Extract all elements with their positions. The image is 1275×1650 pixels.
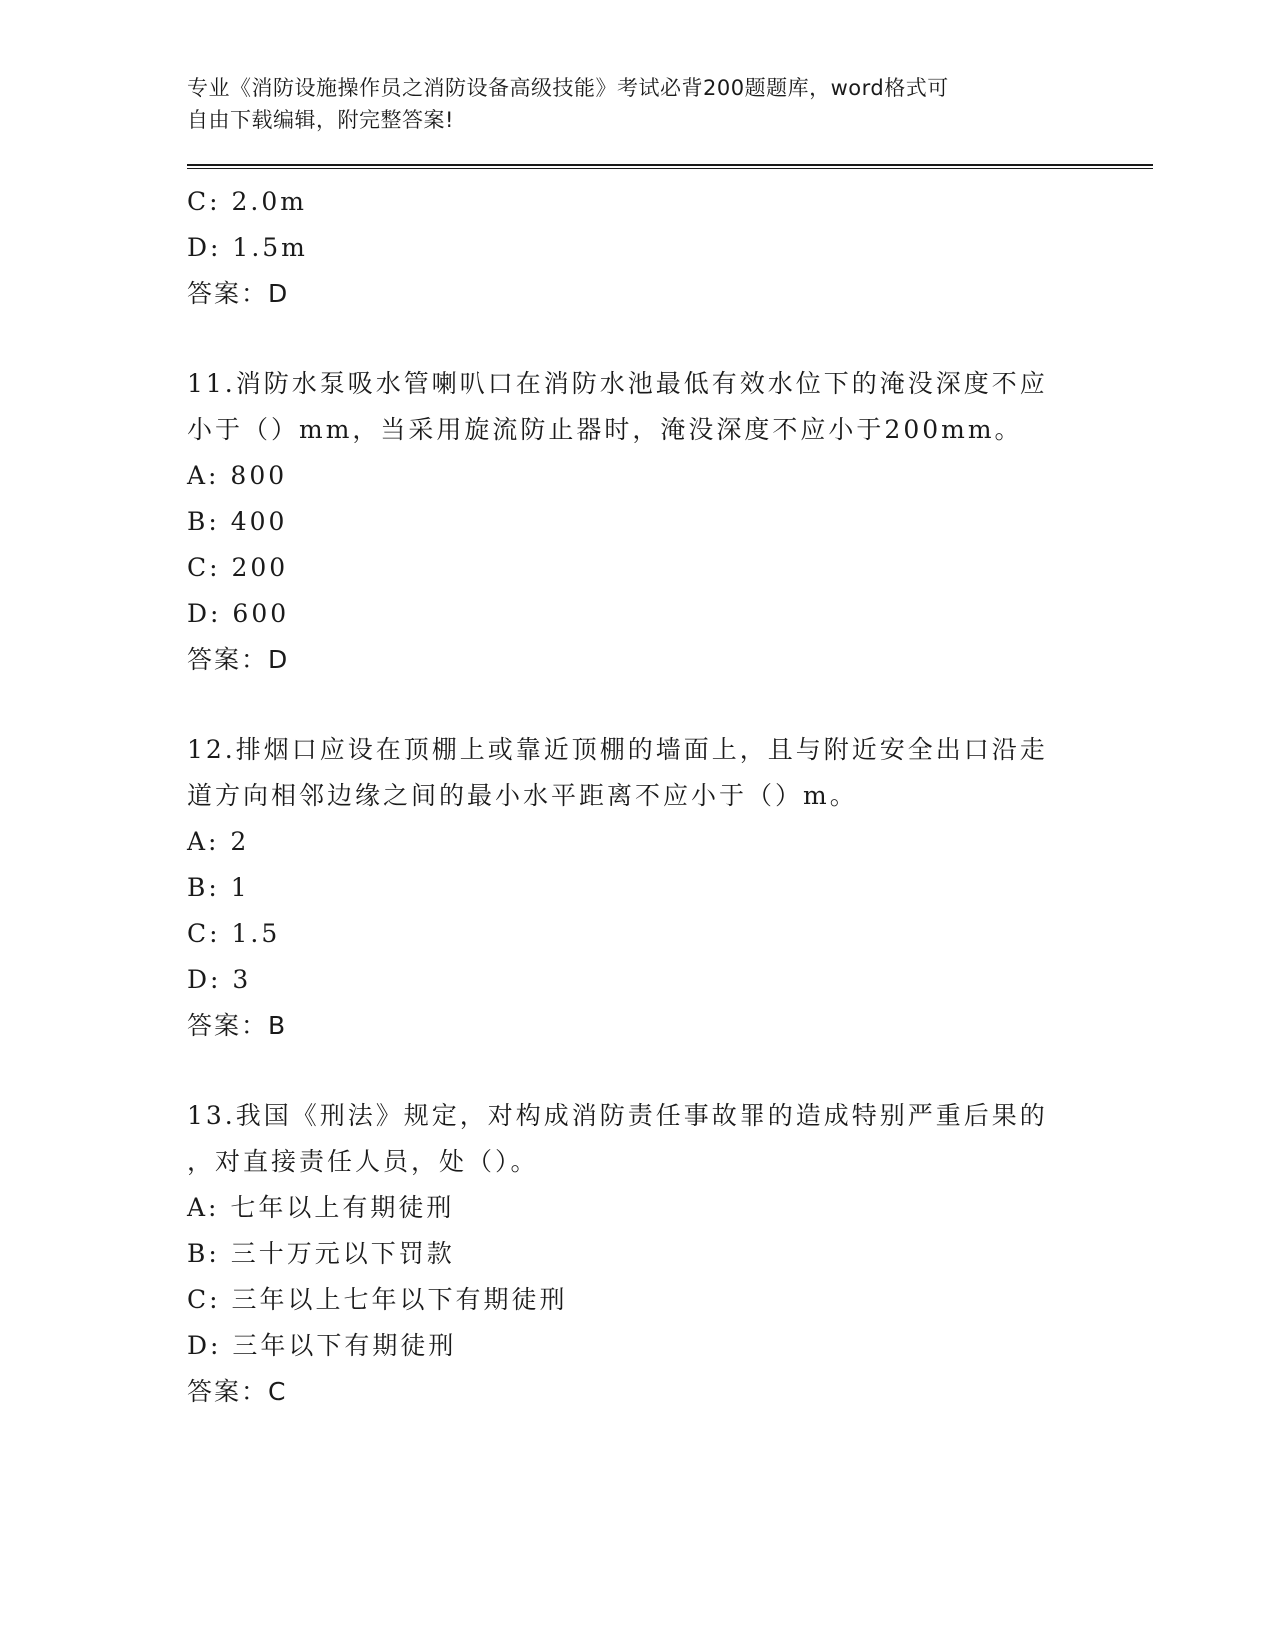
option-d: D: 3: [187, 965, 252, 994]
question-stem: 12.排烟口应设在顶棚上或靠近顶棚的墙面上，且与附近安全出口沿走: [187, 735, 1048, 764]
question-stem: 13.我国《刑法》规定，对构成消防责任事故罪的造成特别严重后果的: [187, 1101, 1048, 1130]
question-stem: 小于（）mm，当采用旋流防止器时，淹没深度不应小于200mm。: [187, 415, 1023, 444]
option-d: D: 三年以下有期徒刑: [187, 1331, 457, 1360]
answer-line: 答案：D: [187, 279, 290, 308]
header-line: 自由下载编辑，附完整答案!: [187, 108, 454, 132]
header-line: 专业《消防设施操作员之消防设备高级技能》考试必背200题题库，word格式可: [187, 76, 949, 100]
option-d: D: 600: [187, 599, 290, 628]
document-page: [187, 72, 1147, 1415]
question-stem: ，对直接责任人员，处（）。: [187, 1147, 539, 1176]
option-c: C: 1.5: [187, 919, 281, 948]
question-12: [187, 727, 1147, 1049]
document-header: [187, 72, 1067, 136]
question-stem: 道方向相邻边缘之间的最小水平距离不应小于（）m。: [187, 781, 858, 810]
answer-line: 答案：D: [187, 645, 290, 674]
previous-question-tail: [187, 179, 1147, 317]
option-b: B: 1: [187, 873, 250, 902]
question-stem: 11.消防水泵吸水管喇叭口在消防水池最低有效水位下的淹没深度不应: [187, 369, 1048, 398]
option-a: A: 800: [187, 461, 288, 490]
option-c: C: 200: [187, 553, 289, 582]
option-c: C: 2.0m: [187, 187, 307, 216]
answer-line: 答案：B: [187, 1011, 288, 1040]
question-11: [187, 361, 1147, 683]
option-d: D: 1.5m: [187, 233, 308, 262]
question-13: [187, 1093, 1147, 1415]
answer-line: 答案：C: [187, 1377, 288, 1406]
option-a: A: 七年以上有期徒刑: [187, 1193, 455, 1222]
option-c: C: 三年以上七年以下有期徒刑: [187, 1285, 568, 1314]
option-b: B: 400: [187, 507, 288, 536]
option-b: B: 三十万元以下罚款: [187, 1239, 455, 1268]
header-divider: [187, 164, 1153, 169]
option-a: A: 2: [187, 827, 250, 856]
